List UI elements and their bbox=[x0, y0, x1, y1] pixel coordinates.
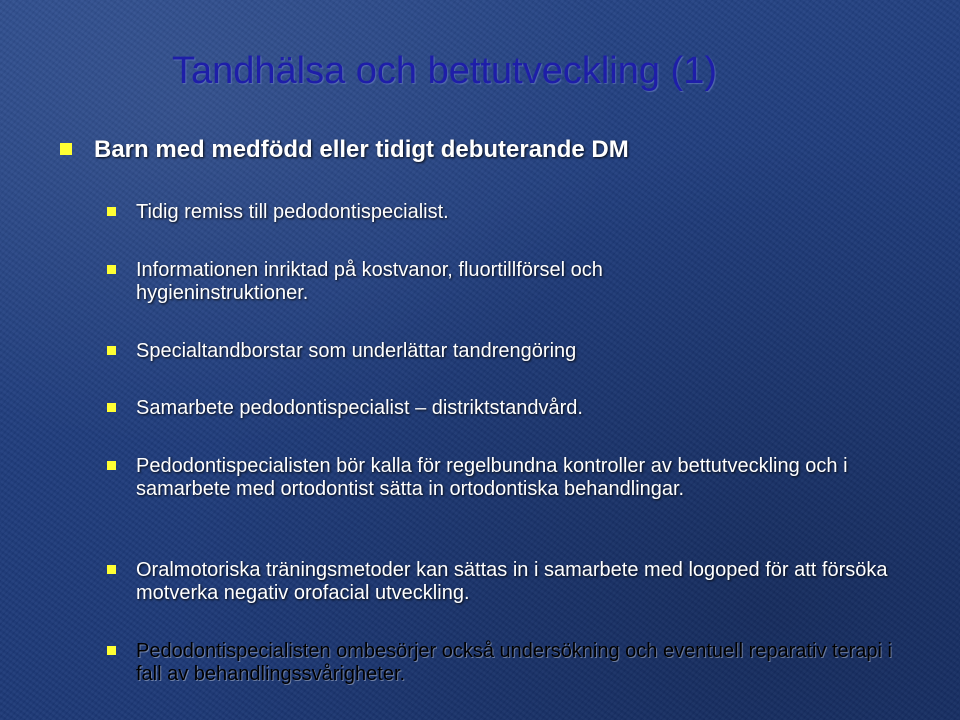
bullet-square-icon bbox=[107, 265, 116, 274]
list-item: Informationen inriktad på kostvanor, fluortillförsel och hygieninstruktioner. bbox=[136, 259, 603, 304]
list-item: Samarbete pedodontispecialist – distriktstandvård. bbox=[136, 397, 583, 419]
bullet-square-icon bbox=[107, 207, 116, 216]
bullet-square-icon bbox=[107, 461, 116, 470]
list-item: Specialtandborstar som underlättar tandrengöring bbox=[136, 340, 577, 362]
section-heading: Barn med medfödd eller tidigt debuterande DM bbox=[94, 136, 629, 163]
bullet-square-icon bbox=[60, 143, 72, 155]
bullet-square-icon bbox=[107, 565, 116, 574]
list-item: Oralmotoriska träningsmetoder kan sättas in i samarbete med logoped för att försöka motverka negativ orofacial utveckling. bbox=[136, 559, 888, 604]
list-item: Pedodontispecialisten ombesörjer också undersökning och eventuell reparativ terapi i fall av behandlingssvårigheter. bbox=[136, 640, 892, 685]
bullet-square-icon bbox=[107, 346, 116, 355]
list-item: Tidig remiss till pedodontispecialist. bbox=[136, 201, 449, 223]
bullet-square-icon bbox=[107, 403, 116, 412]
list-item: Pedodontispecialisten bör kalla för regelbundna kontroller av bettutveckling och i samarbete med ortodontist sätta in ortodontiska behandlingar. bbox=[136, 455, 848, 500]
bullet-square-icon bbox=[107, 646, 116, 655]
slide-title: Tandhälsa och bettutveckling (1) bbox=[172, 50, 717, 92]
